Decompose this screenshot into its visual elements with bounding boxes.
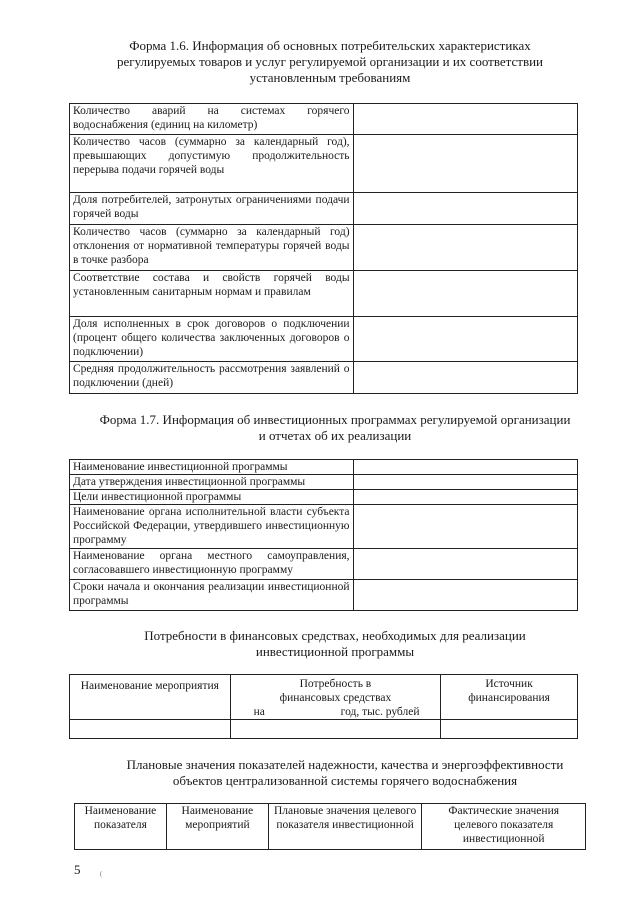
form17-title-line1: Форма 1.7. Информация об инвестиционных программах регулируемой организации <box>99 412 571 427</box>
table-row <box>70 460 578 475</box>
table-row <box>70 193 578 225</box>
form16-row-label: Количество аварий на системах горячего водоснабжения (единиц на километр) <box>70 104 354 135</box>
plan-col-activities: Наименование мероприятий <box>166 804 268 850</box>
form16-value-cell[interactable] <box>353 362 577 394</box>
needs-title-line2: инвестиционной программы <box>255 644 415 659</box>
needs-title-line1: Потребности в финансовых средствах, необходимых для реализации <box>144 628 526 643</box>
form17-row-label: Цели инвестиционной программы <box>70 490 354 505</box>
needs-col-demand-line1: Потребность в <box>299 678 372 690</box>
form17-value-cell[interactable] <box>353 475 577 490</box>
needs-col-source <box>441 675 578 720</box>
needs-col-demand-year: год, тыс. рублей <box>340 706 420 718</box>
needs-col-activity <box>70 675 231 720</box>
form17-row-label: Дата утверждения инвестиционной программы <box>70 475 354 490</box>
plan-table <box>74 803 586 850</box>
needs-title <box>90 628 580 660</box>
plan-title <box>90 757 600 789</box>
form16-row-label: Средняя продолжительность рассмотрения заявлений о подключении (дней) <box>70 362 354 394</box>
needs-col-demand-line2: финансовых средствах <box>279 692 392 704</box>
form17-value-cell[interactable] <box>353 505 577 549</box>
table-row <box>75 804 586 850</box>
form16-row-label: Количество часов (суммарно за календарный год), превышающих допустимую продолжительность перерыва подачи горячей воды <box>70 135 354 193</box>
form16-table <box>69 103 578 394</box>
form17-row-label: Наименование инвестиционной программы <box>70 460 354 475</box>
plan-title-line2: объектов централизованной системы горячего водоснабжения <box>172 773 518 788</box>
form16-row-label: Количество часов (суммарно за календарный год) отклонения от нормативной температуры горячей воды в точке разбора <box>70 225 354 271</box>
table-row <box>70 135 578 193</box>
form17-row-label: Наименование органа местного самоуправления, согласовавшего инвестиционную программу <box>70 549 354 580</box>
form17-row-label: Наименование органа исполнительной власти субъекта Российской Федерации, утвердившего инвестиционную программу <box>70 505 354 549</box>
table-row <box>70 271 578 317</box>
table-row <box>70 505 578 549</box>
form16-title <box>60 38 600 86</box>
table-row <box>70 104 578 135</box>
table-row <box>70 720 578 739</box>
margin-mark: ( <box>100 870 103 878</box>
plan-col-indicator: Наименование показателя <box>75 804 167 850</box>
form16-row-label: Доля потребителей, затронутых ограничениями подачи горячей воды <box>70 193 354 225</box>
needs-cell[interactable] <box>230 720 441 739</box>
form16-title-line1: Форма 1.6. Информация об основных потребительских характеристиках <box>129 38 531 53</box>
table-row <box>70 317 578 362</box>
table-row <box>70 549 578 580</box>
table-row <box>70 225 578 271</box>
form16-value-cell[interactable] <box>353 225 577 271</box>
page-number: 5 <box>74 862 81 877</box>
form16-row-label: Доля исполненных в срок договоров о подключении (процент общего количества заключенных договоров о подключении) <box>70 317 354 362</box>
form17-value-cell[interactable] <box>353 460 577 475</box>
needs-table <box>69 674 578 739</box>
form17-value-cell[interactable] <box>353 580 577 611</box>
form17-title <box>60 412 610 444</box>
table-row <box>70 490 578 505</box>
form17-title-line2: и отчетах об их реализации <box>258 428 412 443</box>
needs-cell[interactable] <box>441 720 578 739</box>
form17-value-cell[interactable] <box>353 490 577 505</box>
needs-col-demand <box>230 675 441 720</box>
form16-value-cell[interactable] <box>353 104 577 135</box>
form16-value-cell[interactable] <box>353 317 577 362</box>
plan-col-planned: Плановые значения целевого показателя инвестиционной <box>268 804 422 850</box>
form16-value-cell[interactable] <box>353 193 577 225</box>
needs-col-activity-label: Наименование мероприятия <box>80 680 219 692</box>
plan-col-actual: Фактические значения целевого показателя инвестиционной <box>422 804 586 850</box>
form16-title-line3: установленным требованиям <box>249 70 411 85</box>
table-row <box>70 675 578 720</box>
needs-cell[interactable] <box>70 720 231 739</box>
table-row <box>70 580 578 611</box>
table-row <box>70 475 578 490</box>
needs-col-source-label: Источник финансирования <box>468 678 550 704</box>
needs-col-demand-na: на <box>253 706 265 718</box>
form17-value-cell[interactable] <box>353 549 577 580</box>
form16-value-cell[interactable] <box>353 271 577 317</box>
form16-title-line2: регулируемых товаров и услуг регулируемой организации и их соответствии <box>116 54 544 69</box>
table-row <box>70 362 578 394</box>
form17-row-label: Сроки начала и окончания реализации инвестиционной программы <box>70 580 354 611</box>
form16-value-cell[interactable] <box>353 135 577 193</box>
form16-row-label: Соответствие состава и свойств горячей воды установленным санитарным нормам и правилам <box>70 271 354 317</box>
form17-table <box>69 459 578 611</box>
plan-title-line1: Плановые значения показателей надежности, качества и энергоэффективности <box>126 757 564 772</box>
